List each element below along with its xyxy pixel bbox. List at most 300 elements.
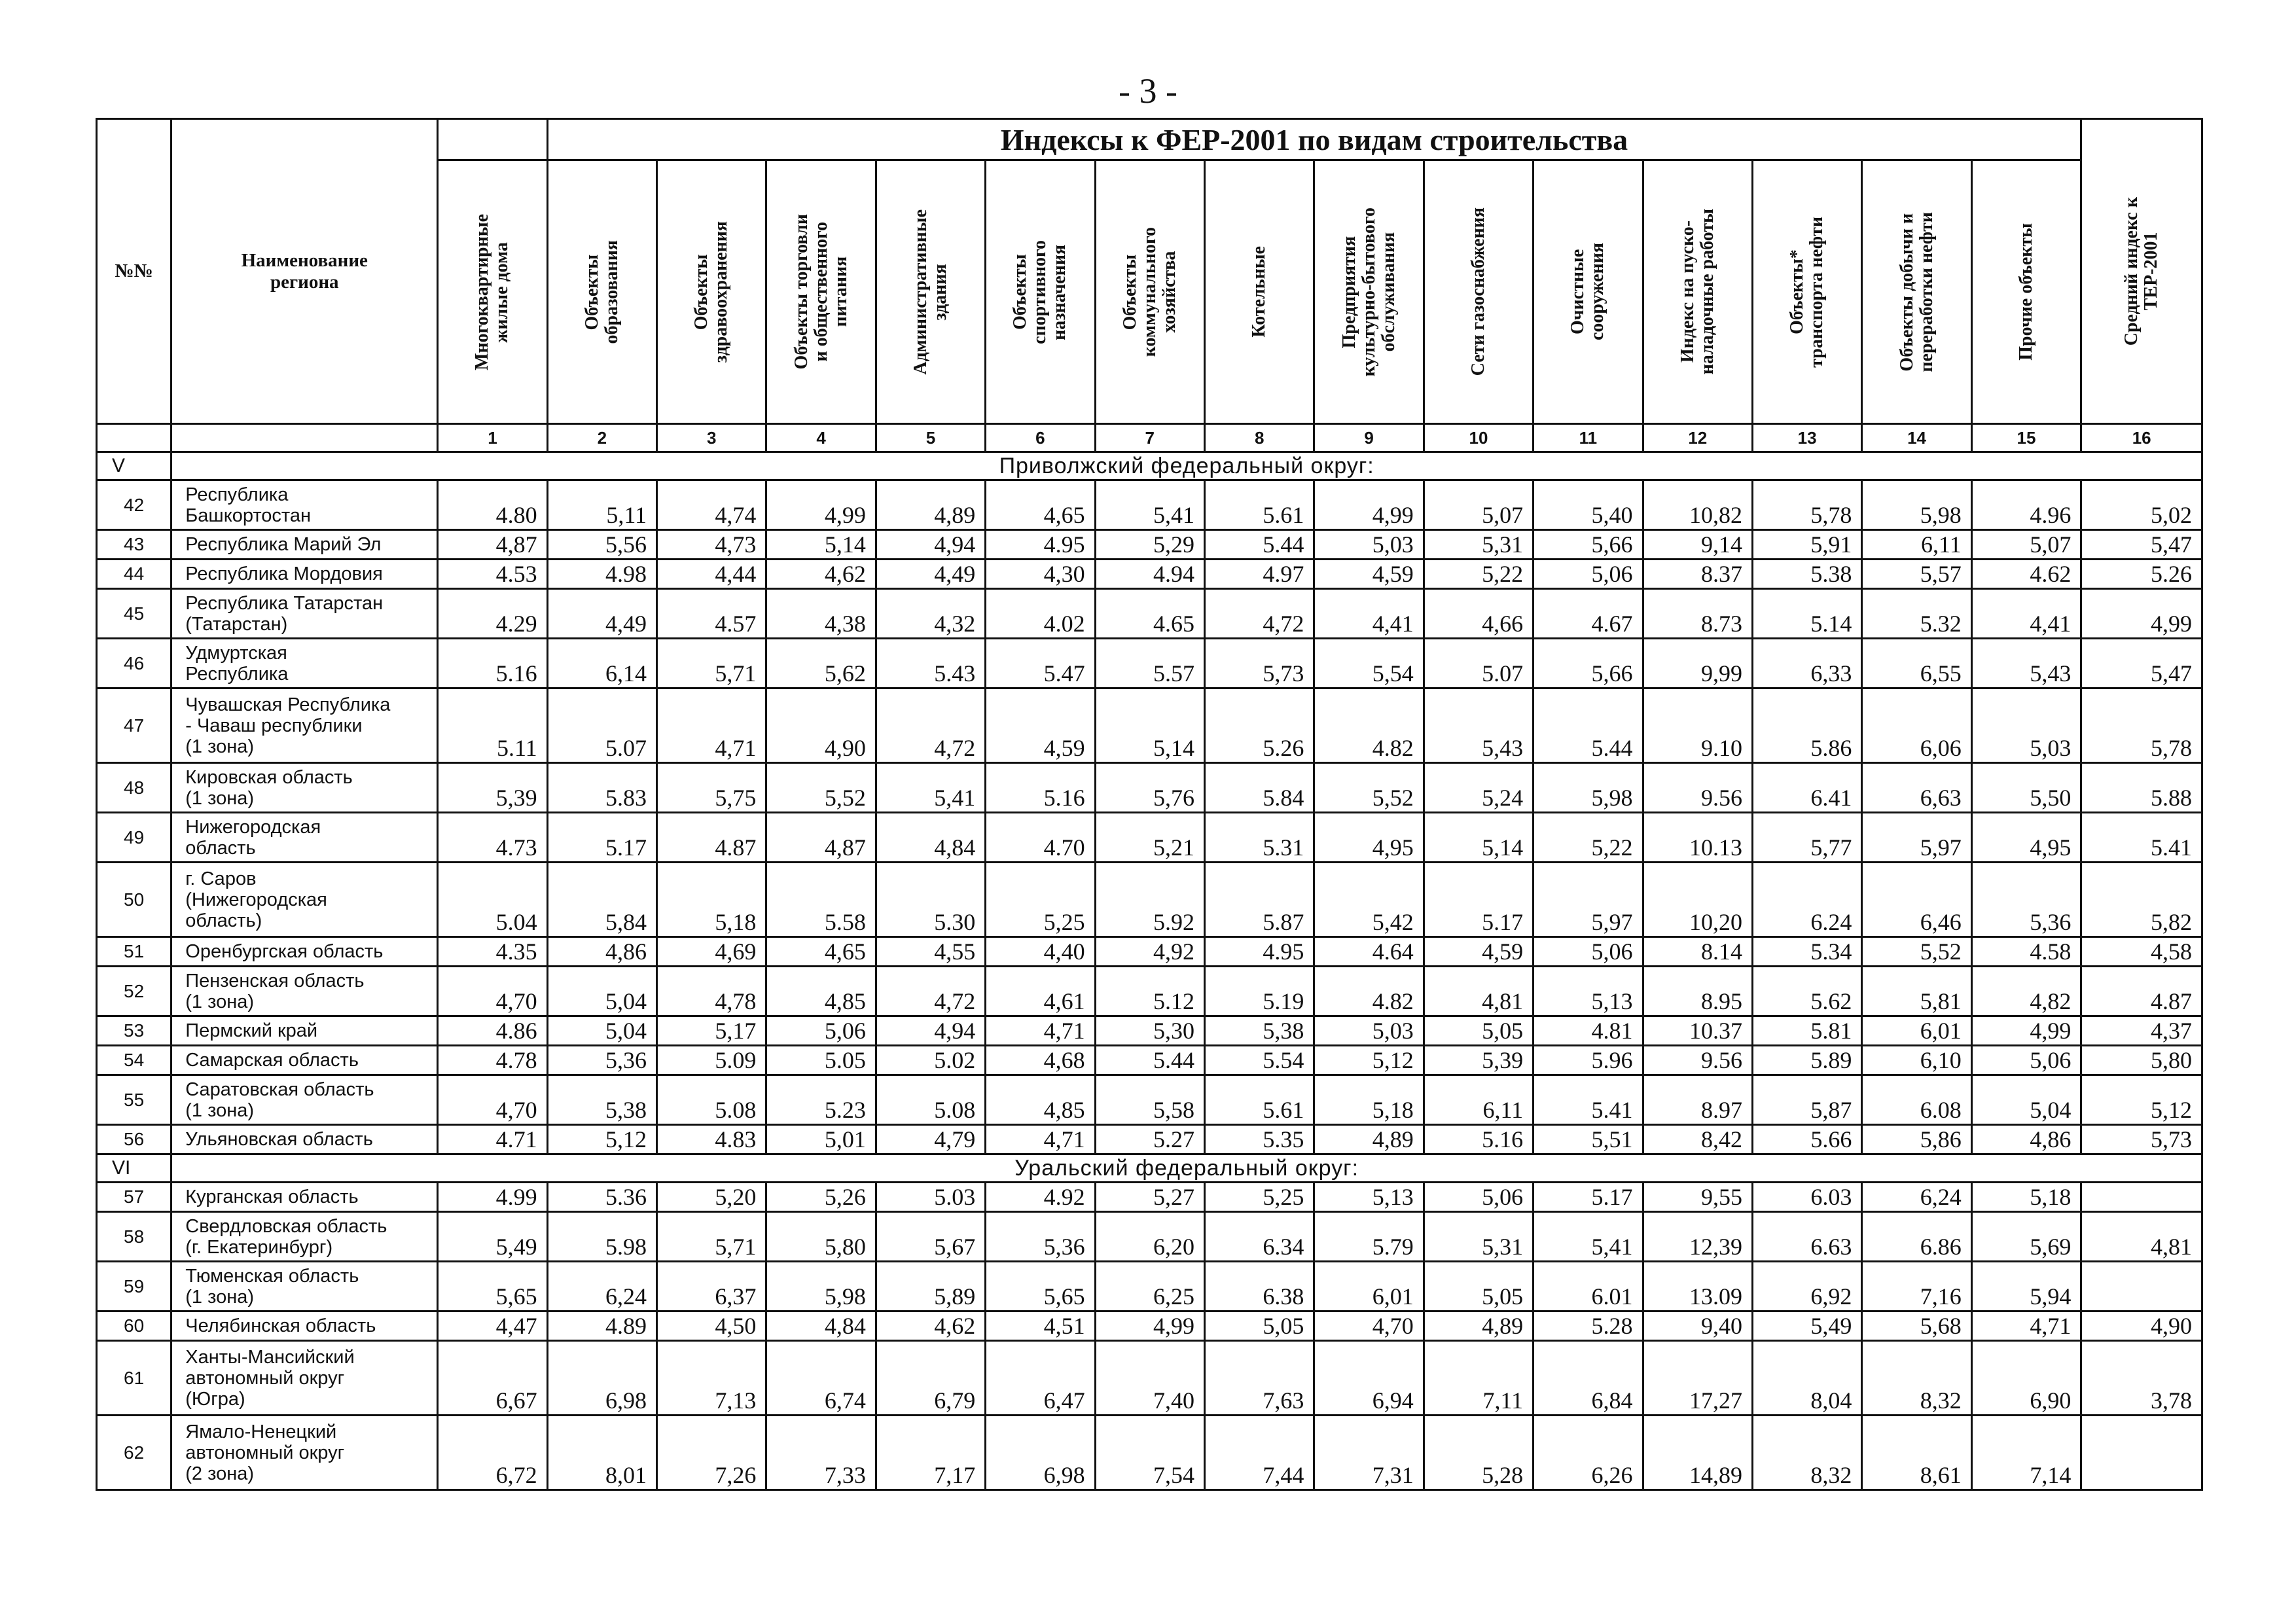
index-value: 4,72 xyxy=(1204,589,1314,639)
index-value: 5,04 xyxy=(547,1016,656,1046)
index-value: 5.83 xyxy=(547,763,656,813)
region-name: Пермский край xyxy=(171,1016,438,1046)
index-value: 5.16 xyxy=(986,763,1095,813)
column-index: 9 xyxy=(1314,424,1424,452)
index-value: 5.54 xyxy=(1204,1046,1314,1075)
column-index-row xyxy=(97,424,2202,452)
region-name-header: Наименование региона xyxy=(171,119,438,424)
column-header-5 xyxy=(876,160,985,424)
index-value: 5,12 xyxy=(2081,1075,2202,1125)
column-index: 14 xyxy=(1862,424,1971,452)
table-row xyxy=(97,863,2202,937)
index-value: 4,85 xyxy=(766,967,876,1016)
index-value: 6.38 xyxy=(1204,1262,1314,1311)
index-value: 5,84 xyxy=(547,863,656,937)
index-value: 7,63 xyxy=(1204,1341,1314,1416)
index-value: 5,76 xyxy=(1095,763,1204,813)
index-value: 4.96 xyxy=(1971,480,2081,530)
index-value: 5,38 xyxy=(547,1075,656,1125)
index-blank xyxy=(171,424,438,452)
column-header-16 xyxy=(2081,119,2202,424)
index-value: 5,75 xyxy=(657,763,766,813)
district-title: Уральский федеральный округ: xyxy=(171,1154,2202,1183)
index-value: 5,12 xyxy=(1314,1046,1424,1075)
index-value: 5.27 xyxy=(1095,1125,1204,1154)
region-name: Ханты-Мансийский автономный округ (Югра) xyxy=(171,1341,438,1416)
index-value: 4.99 xyxy=(438,1183,547,1212)
region-name: Кировская область (1 зона) xyxy=(171,763,438,813)
column-header-9 xyxy=(1314,160,1424,424)
index-value: 4,71 xyxy=(986,1016,1095,1046)
index-value: 4,94 xyxy=(876,530,985,560)
index-value: 5.17 xyxy=(1534,1183,1643,1212)
index-value: 7,54 xyxy=(1095,1416,1204,1490)
index-value: 4.94 xyxy=(1095,560,1204,589)
index-value: 5,98 xyxy=(1534,763,1643,813)
index-value: 4,41 xyxy=(1314,589,1424,639)
column-header-4 xyxy=(766,160,876,424)
index-value: 5.44 xyxy=(1534,688,1643,763)
index-value: 5.11 xyxy=(438,688,547,763)
index-value: 5,49 xyxy=(1752,1311,1861,1341)
row-number: 51 xyxy=(97,937,171,967)
column-header-text: Средний индекс к ТЕР-2001 xyxy=(2121,196,2162,346)
table-row xyxy=(97,530,2202,560)
index-value: 5.31 xyxy=(1204,813,1314,863)
index-value: 6,79 xyxy=(876,1341,985,1416)
index-value: 4,99 xyxy=(2081,589,2202,639)
index-value: 4,55 xyxy=(876,937,985,967)
index-value: 9,14 xyxy=(1643,530,1752,560)
index-value: 5,52 xyxy=(766,763,876,813)
index-value: 4.80 xyxy=(438,480,547,530)
index-value: 4,86 xyxy=(1971,1125,2081,1154)
index-value: 5.98 xyxy=(547,1212,656,1262)
row-number: 57 xyxy=(97,1183,171,1212)
index-value: 4,51 xyxy=(986,1311,1095,1341)
index-value: 5,78 xyxy=(1752,480,1861,530)
index-value: 5.88 xyxy=(2081,763,2202,813)
index-value: 4,41 xyxy=(1971,589,2081,639)
column-header-3 xyxy=(657,160,766,424)
index-value: 5,87 xyxy=(1752,1075,1861,1125)
index-value: 6,26 xyxy=(1534,1416,1643,1490)
index-value: 6.34 xyxy=(1204,1212,1314,1262)
index-value: 5,31 xyxy=(1424,530,1533,560)
index-value: 4,87 xyxy=(766,813,876,863)
index-value: 6,24 xyxy=(1862,1183,1971,1212)
column-header-7 xyxy=(1095,160,1204,424)
row-number: 49 xyxy=(97,813,171,863)
index-value: 5,98 xyxy=(766,1262,876,1311)
index-value: 9.10 xyxy=(1643,688,1752,763)
index-value: 4,71 xyxy=(986,1125,1095,1154)
index-value: 5,05 xyxy=(1424,1262,1533,1311)
column-header-text: Объекты торговли и общественного питания xyxy=(791,214,851,370)
index-table xyxy=(96,118,2203,1491)
column-header-text: Объекты спортивного назначения xyxy=(1010,240,1070,344)
index-value: 5,03 xyxy=(1971,688,2081,763)
index-value: 4.71 xyxy=(438,1125,547,1154)
index-value: 5.38 xyxy=(1752,560,1861,589)
index-value: 9,99 xyxy=(1643,639,1752,688)
index-value: 5,27 xyxy=(1095,1183,1204,1212)
index-value: 5.41 xyxy=(1534,1075,1643,1125)
row-number: 58 xyxy=(97,1212,171,1262)
column-index: 10 xyxy=(1424,424,1533,452)
index-value: 5.87 xyxy=(1204,863,1314,937)
index-value: 4,58 xyxy=(2081,937,2202,967)
index-value: 5,58 xyxy=(1095,1075,1204,1125)
index-value: 5,17 xyxy=(657,1016,766,1046)
table-row xyxy=(97,1212,2202,1262)
index-value: 7,31 xyxy=(1314,1416,1424,1490)
table-row xyxy=(97,967,2202,1016)
index-value: 4.53 xyxy=(438,560,547,589)
indices-banner: Индексы к ФЕР-2001 по видам строительства xyxy=(547,119,2081,160)
index-value: 5,01 xyxy=(766,1125,876,1154)
index-value: 6,74 xyxy=(766,1341,876,1416)
index-value: 5,43 xyxy=(1971,639,2081,688)
index-value: 6,10 xyxy=(1862,1046,1971,1075)
column-header-text: Прочие объекты xyxy=(2016,223,2037,361)
index-value: 4.97 xyxy=(1204,560,1314,589)
index-value: 5,24 xyxy=(1424,763,1533,813)
index-value: 4,61 xyxy=(986,967,1095,1016)
index-value: 4,94 xyxy=(876,1016,985,1046)
index-value: 4,87 xyxy=(438,530,547,560)
column-header-14 xyxy=(1862,160,1971,424)
index-value: 6,37 xyxy=(657,1262,766,1311)
index-value: 5.16 xyxy=(438,639,547,688)
index-value: 5,57 xyxy=(1862,560,1971,589)
region-name: Республика Марий Эл xyxy=(171,530,438,560)
index-value: 8,32 xyxy=(1862,1341,1971,1416)
table-row xyxy=(97,813,2202,863)
index-value: 5.61 xyxy=(1204,480,1314,530)
column-header-text: Котельные xyxy=(1249,246,1270,338)
index-value: 6,25 xyxy=(1095,1262,1204,1311)
column-header-text: Административные здания xyxy=(910,209,950,375)
index-value: 4,49 xyxy=(547,589,656,639)
index-value: 5,49 xyxy=(438,1212,547,1262)
index-value: 4.58 xyxy=(1971,937,2081,967)
index-value: 4,70 xyxy=(1314,1311,1424,1341)
index-value: 4,86 xyxy=(547,937,656,967)
index-value: 6.01 xyxy=(1534,1262,1643,1311)
index-value: 4.02 xyxy=(986,589,1095,639)
index-value: 5,98 xyxy=(1862,480,1971,530)
column-index: 16 xyxy=(2081,424,2202,452)
row-number: 44 xyxy=(97,560,171,589)
column-header-text: Многоквартирные жилые дома xyxy=(472,213,512,370)
row-number: 61 xyxy=(97,1341,171,1416)
index-value: 6,94 xyxy=(1314,1341,1424,1416)
index-value: 8,04 xyxy=(1752,1341,1861,1416)
index-value: 5.43 xyxy=(876,639,985,688)
index-value: 6,20 xyxy=(1095,1212,1204,1262)
index-value: 4.35 xyxy=(438,937,547,967)
index-value: 6.86 xyxy=(1862,1212,1971,1262)
index-value: 6,33 xyxy=(1752,639,1861,688)
index-value: 5,97 xyxy=(1534,863,1643,937)
index-value: 4.81 xyxy=(1534,1016,1643,1046)
index-value: 6,90 xyxy=(1971,1341,2081,1416)
index-value: 4,62 xyxy=(876,1311,985,1341)
index-value: 4,89 xyxy=(1314,1125,1424,1154)
index-value: 4,59 xyxy=(1314,560,1424,589)
index-value: 5,11 xyxy=(547,480,656,530)
index-value: 5.17 xyxy=(1424,863,1533,937)
index-value: 4,70 xyxy=(438,1075,547,1125)
index-value: 4,81 xyxy=(2081,1212,2202,1262)
index-value: 5,20 xyxy=(657,1183,766,1212)
index-value: 5,47 xyxy=(2081,530,2202,560)
index-value: 12,39 xyxy=(1643,1212,1752,1262)
index-value: 5,97 xyxy=(1862,813,1971,863)
index-value: 4,90 xyxy=(2081,1311,2202,1341)
index-value: 5.96 xyxy=(1534,1046,1643,1075)
column-index: 3 xyxy=(657,424,766,452)
index-value: 5,25 xyxy=(986,863,1095,937)
index-value: 6,11 xyxy=(1862,530,1971,560)
index-value: 9.56 xyxy=(1643,1046,1752,1075)
column-header-1 xyxy=(438,160,547,424)
row-number: 55 xyxy=(97,1075,171,1125)
index-value: 4,82 xyxy=(1971,967,2081,1016)
column-index: 12 xyxy=(1643,424,1752,452)
index-value xyxy=(2081,1183,2202,1212)
index-value: 5,68 xyxy=(1862,1311,1971,1341)
index-value: 6,63 xyxy=(1862,763,1971,813)
column-header-2 xyxy=(547,160,656,424)
index-value: 5.36 xyxy=(547,1183,656,1212)
index-value: 4,99 xyxy=(1314,480,1424,530)
index-value: 8,61 xyxy=(1862,1416,1971,1490)
column-header-8 xyxy=(1204,160,1314,424)
index-value: 5,06 xyxy=(1534,937,1643,967)
table-row xyxy=(97,1341,2202,1416)
row-number: 50 xyxy=(97,863,171,937)
index-value: 5,67 xyxy=(876,1212,985,1262)
index-value: 5.86 xyxy=(1752,688,1861,763)
region-name: Свердловская область (г. Екатеринбург) xyxy=(171,1212,438,1262)
index-value: 5.92 xyxy=(1095,863,1204,937)
region-name: Самарская область xyxy=(171,1046,438,1075)
index-value: 5,94 xyxy=(1971,1262,2081,1311)
index-value: 4,40 xyxy=(986,937,1095,967)
index-value: 5,26 xyxy=(766,1183,876,1212)
index-value: 5,06 xyxy=(766,1016,876,1046)
row-number: 60 xyxy=(97,1311,171,1341)
index-value: 8.73 xyxy=(1643,589,1752,639)
index-value: 5.57 xyxy=(1095,639,1204,688)
column-header-11 xyxy=(1534,160,1643,424)
num-header: №№ xyxy=(97,119,171,424)
index-value: 4,59 xyxy=(1424,937,1533,967)
column-header-text: Сети газоснабжения xyxy=(1467,207,1488,376)
index-value: 5,22 xyxy=(1424,560,1533,589)
index-value: 5,18 xyxy=(1971,1183,2081,1212)
index-value: 4,65 xyxy=(766,937,876,967)
index-value: 4.95 xyxy=(1204,937,1314,967)
index-value: 5,80 xyxy=(766,1212,876,1262)
index-value: 4,71 xyxy=(657,688,766,763)
district-code: VI xyxy=(97,1154,171,1183)
column-header-text: Объекты* транспорта нефти xyxy=(1787,216,1827,368)
index-value xyxy=(2081,1262,2202,1311)
index-value: 3,78 xyxy=(2081,1341,2202,1416)
index-value: 6,06 xyxy=(1862,688,1971,763)
index-value: 6,98 xyxy=(547,1341,656,1416)
index-value: 5.44 xyxy=(1095,1046,1204,1075)
column-header-text: Индекс на пуско- наладочные работы xyxy=(1677,209,1717,375)
index-value: 4,84 xyxy=(766,1311,876,1341)
index-value: 6,47 xyxy=(986,1341,1095,1416)
index-value: 5,86 xyxy=(1862,1125,1971,1154)
index-value: 7,44 xyxy=(1204,1416,1314,1490)
column-header-text: Очистные сооружения xyxy=(1568,243,1608,341)
table-row xyxy=(97,589,2202,639)
index-value: 4,95 xyxy=(1971,813,2081,863)
index-value: 4.78 xyxy=(438,1046,547,1075)
index-value: 5.08 xyxy=(657,1075,766,1125)
column-index: 15 xyxy=(1971,424,2081,452)
index-value: 4.29 xyxy=(438,589,547,639)
index-value: 5,03 xyxy=(1314,1016,1424,1046)
index-value: 5.16 xyxy=(1424,1125,1533,1154)
column-header-text: Объекты добычи и переработки нефти xyxy=(1896,211,1937,372)
index-value: 5.17 xyxy=(547,813,656,863)
index-value: 9.56 xyxy=(1643,763,1752,813)
index-value: 5.79 xyxy=(1314,1212,1424,1262)
index-value: 5.66 xyxy=(1752,1125,1861,1154)
index-value: 5,18 xyxy=(657,863,766,937)
region-name: Республика Мордовия xyxy=(171,560,438,589)
region-name: Челябинская область xyxy=(171,1311,438,1341)
index-value: 4.87 xyxy=(657,813,766,863)
index-value: 5,89 xyxy=(876,1262,985,1311)
index-value: 4.89 xyxy=(547,1311,656,1341)
district-code: V xyxy=(97,452,171,480)
index-value: 4.73 xyxy=(438,813,547,863)
index-value: 5,06 xyxy=(1971,1046,2081,1075)
column-header-6 xyxy=(986,160,1095,424)
column-header-13 xyxy=(1752,160,1861,424)
index-value: 5,06 xyxy=(1534,560,1643,589)
index-value: 5,52 xyxy=(1862,937,1971,967)
table-row xyxy=(97,1016,2202,1046)
index-value: 7,16 xyxy=(1862,1262,1971,1311)
index-value: 6.63 xyxy=(1752,1212,1861,1262)
index-value: 4,44 xyxy=(657,560,766,589)
index-value: 5.12 xyxy=(1095,967,1204,1016)
index-value: 4,65 xyxy=(986,480,1095,530)
index-value: 4,32 xyxy=(876,589,985,639)
row-number: 54 xyxy=(97,1046,171,1075)
row-number: 43 xyxy=(97,530,171,560)
index-value: 5,52 xyxy=(1314,763,1424,813)
index-value: 5,50 xyxy=(1971,763,2081,813)
region-name: Тюменская область (1 зона) xyxy=(171,1262,438,1311)
index-value: 5,81 xyxy=(1862,967,1971,1016)
index-value: 7,13 xyxy=(657,1341,766,1416)
index-value: 5.62 xyxy=(1752,967,1861,1016)
index-value: 4,73 xyxy=(657,530,766,560)
district-row xyxy=(97,1154,2202,1183)
index-value: 5,77 xyxy=(1752,813,1861,863)
index-value: 8.97 xyxy=(1643,1075,1752,1125)
district-row xyxy=(97,452,2202,480)
index-value: 6,46 xyxy=(1862,863,1971,937)
index-value: 8.95 xyxy=(1643,967,1752,1016)
region-name: Удмуртская Республика xyxy=(171,639,438,688)
index-value: 5,78 xyxy=(2081,688,2202,763)
table-row xyxy=(97,1046,2202,1075)
table-row xyxy=(97,639,2202,688)
index-value: 4,68 xyxy=(986,1046,1095,1075)
index-value: 4,37 xyxy=(2081,1016,2202,1046)
index-value: 5,82 xyxy=(2081,863,2202,937)
index-value: 5,14 xyxy=(766,530,876,560)
index-value: 4,78 xyxy=(657,967,766,1016)
index-value: 4,30 xyxy=(986,560,1095,589)
index-value: 9,55 xyxy=(1643,1183,1752,1212)
index-value: 6,67 xyxy=(438,1341,547,1416)
column-index: 11 xyxy=(1534,424,1643,452)
index-value: 5,43 xyxy=(1424,688,1533,763)
index-value: 5.84 xyxy=(1204,763,1314,813)
index-value: 10,82 xyxy=(1643,480,1752,530)
index-value: 8.14 xyxy=(1643,937,1752,967)
index-value: 5,47 xyxy=(2081,639,2202,688)
index-value: 5.07 xyxy=(547,688,656,763)
index-value: 5,04 xyxy=(1971,1075,2081,1125)
column-header-text: Объекты образования xyxy=(581,240,622,344)
index-value: 7,33 xyxy=(766,1416,876,1490)
table-row xyxy=(97,1262,2202,1311)
index-value: 4,70 xyxy=(438,967,547,1016)
index-value: 5,12 xyxy=(547,1125,656,1154)
index-value: 5.05 xyxy=(766,1046,876,1075)
index-value: 6.24 xyxy=(1752,863,1861,937)
index-value: 5,71 xyxy=(657,639,766,688)
index-value: 4,50 xyxy=(657,1311,766,1341)
index-value: 4.65 xyxy=(1095,589,1204,639)
region-name: Республика Башкортостан xyxy=(171,480,438,530)
index-value: 5,65 xyxy=(986,1262,1095,1311)
index-value xyxy=(2081,1416,2202,1490)
table-row xyxy=(97,1416,2202,1490)
index-value: 7,11 xyxy=(1424,1341,1533,1416)
index-value: 4.92 xyxy=(986,1183,1095,1212)
index-value: 4,95 xyxy=(1314,813,1424,863)
index-value: 5,39 xyxy=(438,763,547,813)
index-value: 4,85 xyxy=(986,1075,1095,1125)
index-value: 5,66 xyxy=(1534,530,1643,560)
index-value: 5,73 xyxy=(2081,1125,2202,1154)
index-value: 5,66 xyxy=(1534,639,1643,688)
index-value: 17,27 xyxy=(1643,1341,1752,1416)
index-blank xyxy=(97,424,171,452)
table-row xyxy=(97,1311,2202,1341)
index-value: 5,13 xyxy=(1314,1183,1424,1212)
index-value: 6,98 xyxy=(986,1416,1095,1490)
index-value: 14,89 xyxy=(1643,1416,1752,1490)
index-value: 8,42 xyxy=(1643,1125,1752,1154)
index-value: 7,17 xyxy=(876,1416,985,1490)
index-value: 4.87 xyxy=(2081,967,2202,1016)
